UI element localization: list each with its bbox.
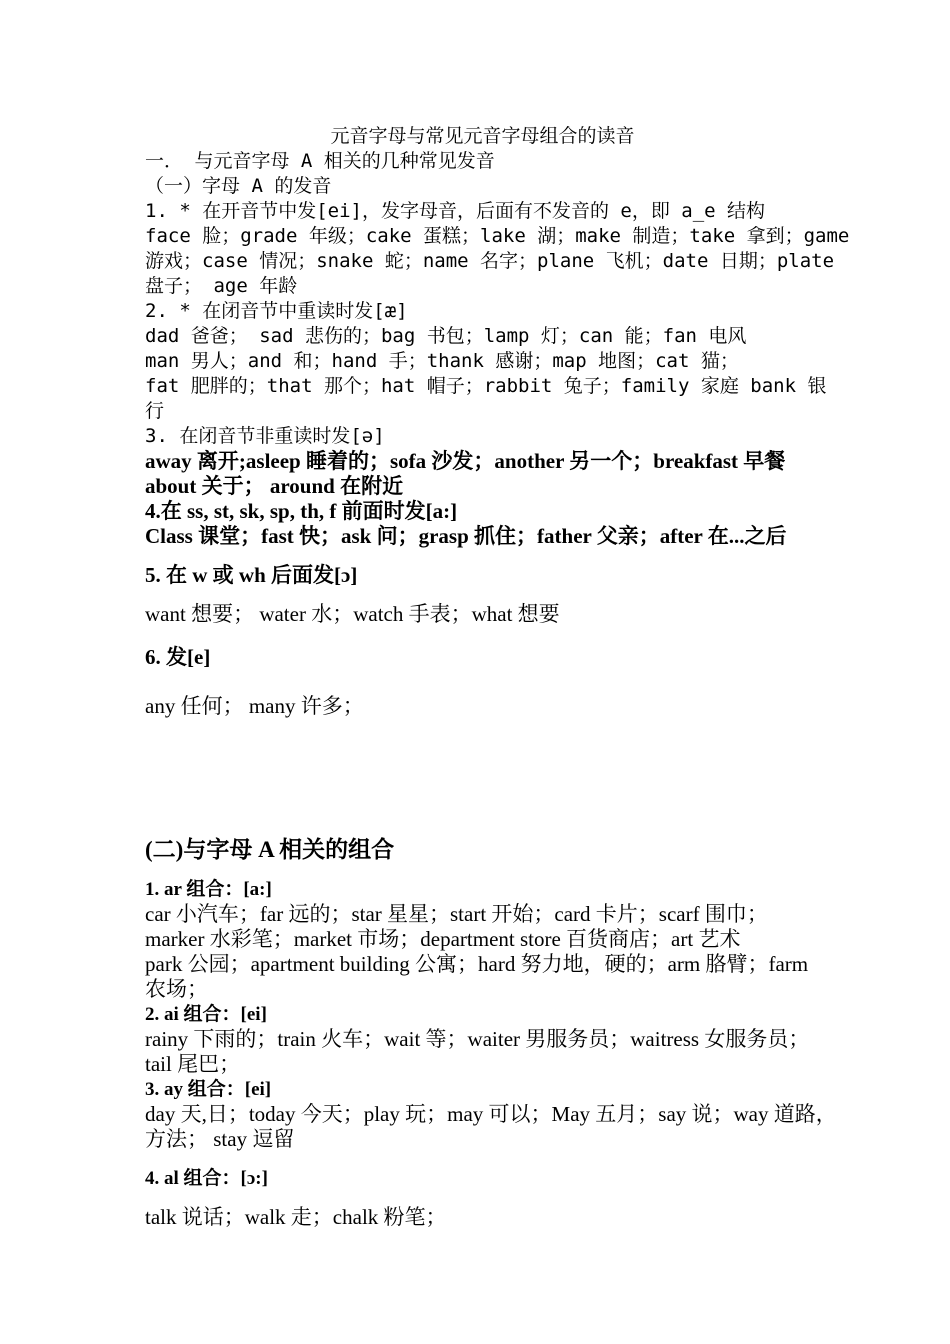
rule3-heading: 3. 在闭音节非重读时发[ə] bbox=[145, 425, 385, 447]
rule1-examples-1: face 脸；grade 年级；cake 蛋糕；lake 湖；make 制造；take 拿到；game bbox=[145, 225, 850, 247]
rule6-heading: 6. 发[e] bbox=[145, 645, 211, 669]
rule5-examples-1: want 想要； water 水；watch 手表；what 想要 bbox=[145, 602, 560, 626]
section1-heading: 一． 与元音字母 A 相关的几种常见发音 bbox=[145, 150, 495, 172]
rule2-examples-4: 行 bbox=[145, 400, 165, 422]
ay-heading: 3. ay 组合：[ei] bbox=[145, 1079, 272, 1100]
ar-heading: 1. ar 组合：[a:] bbox=[145, 879, 272, 900]
ar-examples-4: 农场； bbox=[145, 977, 208, 1001]
section2-heading: (二)与字母 A 相关的组合 bbox=[145, 837, 395, 862]
rule1-examples-2: 游戏；case 情况；snake 蛇；name 名字；plane 飞机；date 日期；plate bbox=[145, 250, 835, 272]
rule6-examples-1: any 任何； many 许多； bbox=[145, 694, 364, 718]
rule1-examples-3: 盘子； age 年龄 bbox=[145, 275, 298, 297]
rule4-examples-1: Class 课堂；fast 快；ask 问；grasp 抓住；father 父亲；after 在...之后 bbox=[145, 524, 787, 548]
document-content bbox=[145, 124, 850, 1230]
rule5-heading: 5. 在 w 或 wh 后面发[ɔ] bbox=[145, 563, 358, 587]
al-heading: 4. al 组合：[ɔ:] bbox=[145, 1168, 268, 1189]
rule3-examples-1: away 离开;asleep 睡着的；sofa 沙发；another 另一个；breakfast 早餐 bbox=[145, 449, 786, 473]
rule1-heading: 1. * 在开音节中发[ei]，发字母音，后面有不发音的 e，即 a_e 结构 bbox=[145, 200, 766, 222]
rule2-examples-1: dad 爸爸； sad 悲伤的；bag 书包；lamp 灯；can 能；fan 电风 bbox=[145, 325, 747, 347]
al-examples-1: talk 说话；walk 走；chalk 粉笔； bbox=[145, 1205, 447, 1229]
rule2-examples-3: fat 肥胖的；that 那个；hat 帽子；rabbit 兔子；family 家庭 bank 银 bbox=[145, 375, 827, 397]
section1-subheading: （一）字母 A 的发音 bbox=[145, 175, 332, 197]
ai-examples-2: tail 尾巴； bbox=[145, 1052, 241, 1076]
ay-examples-1: day 天,日；today 今天；play 玩；may 可以；May 五月；say 说；way 道路， bbox=[145, 1102, 837, 1126]
ay-examples-2: 方法； stay 逗留 bbox=[145, 1127, 295, 1151]
rule3-examples-2: about 关于； around 在附近 bbox=[145, 474, 404, 498]
ar-examples-3: park 公园；apartment building 公寓；hard 努力地，硬的；arm 胳臂；farm bbox=[145, 952, 809, 976]
rule4-heading: 4.在 ss, st, sk, sp, th, f 前面时发[a:] bbox=[145, 499, 458, 523]
rule2-examples-2: man 男人；and 和；hand 手；thank 感谢；map 地图；cat 猫； bbox=[145, 350, 739, 372]
rule2-heading: 2. * 在闭音节中重读时发[æ] bbox=[145, 300, 408, 322]
ar-examples-1: car 小汽车；far 远的；star 星星；start 开始；card 卡片；scarf 围巾； bbox=[145, 902, 768, 926]
ai-examples-1: rainy 下雨的；train 火车；wait 等；waiter 男服务员；waitress 女服务员； bbox=[145, 1027, 810, 1051]
ar-examples-2: marker 水彩笔；market 市场；department store 百货商店；art 艺术 bbox=[145, 927, 741, 951]
ai-heading: 2. ai 组合：[ei] bbox=[145, 1004, 267, 1025]
page-title: 元音字母与常见元音字母组合的读音 bbox=[330, 125, 635, 147]
